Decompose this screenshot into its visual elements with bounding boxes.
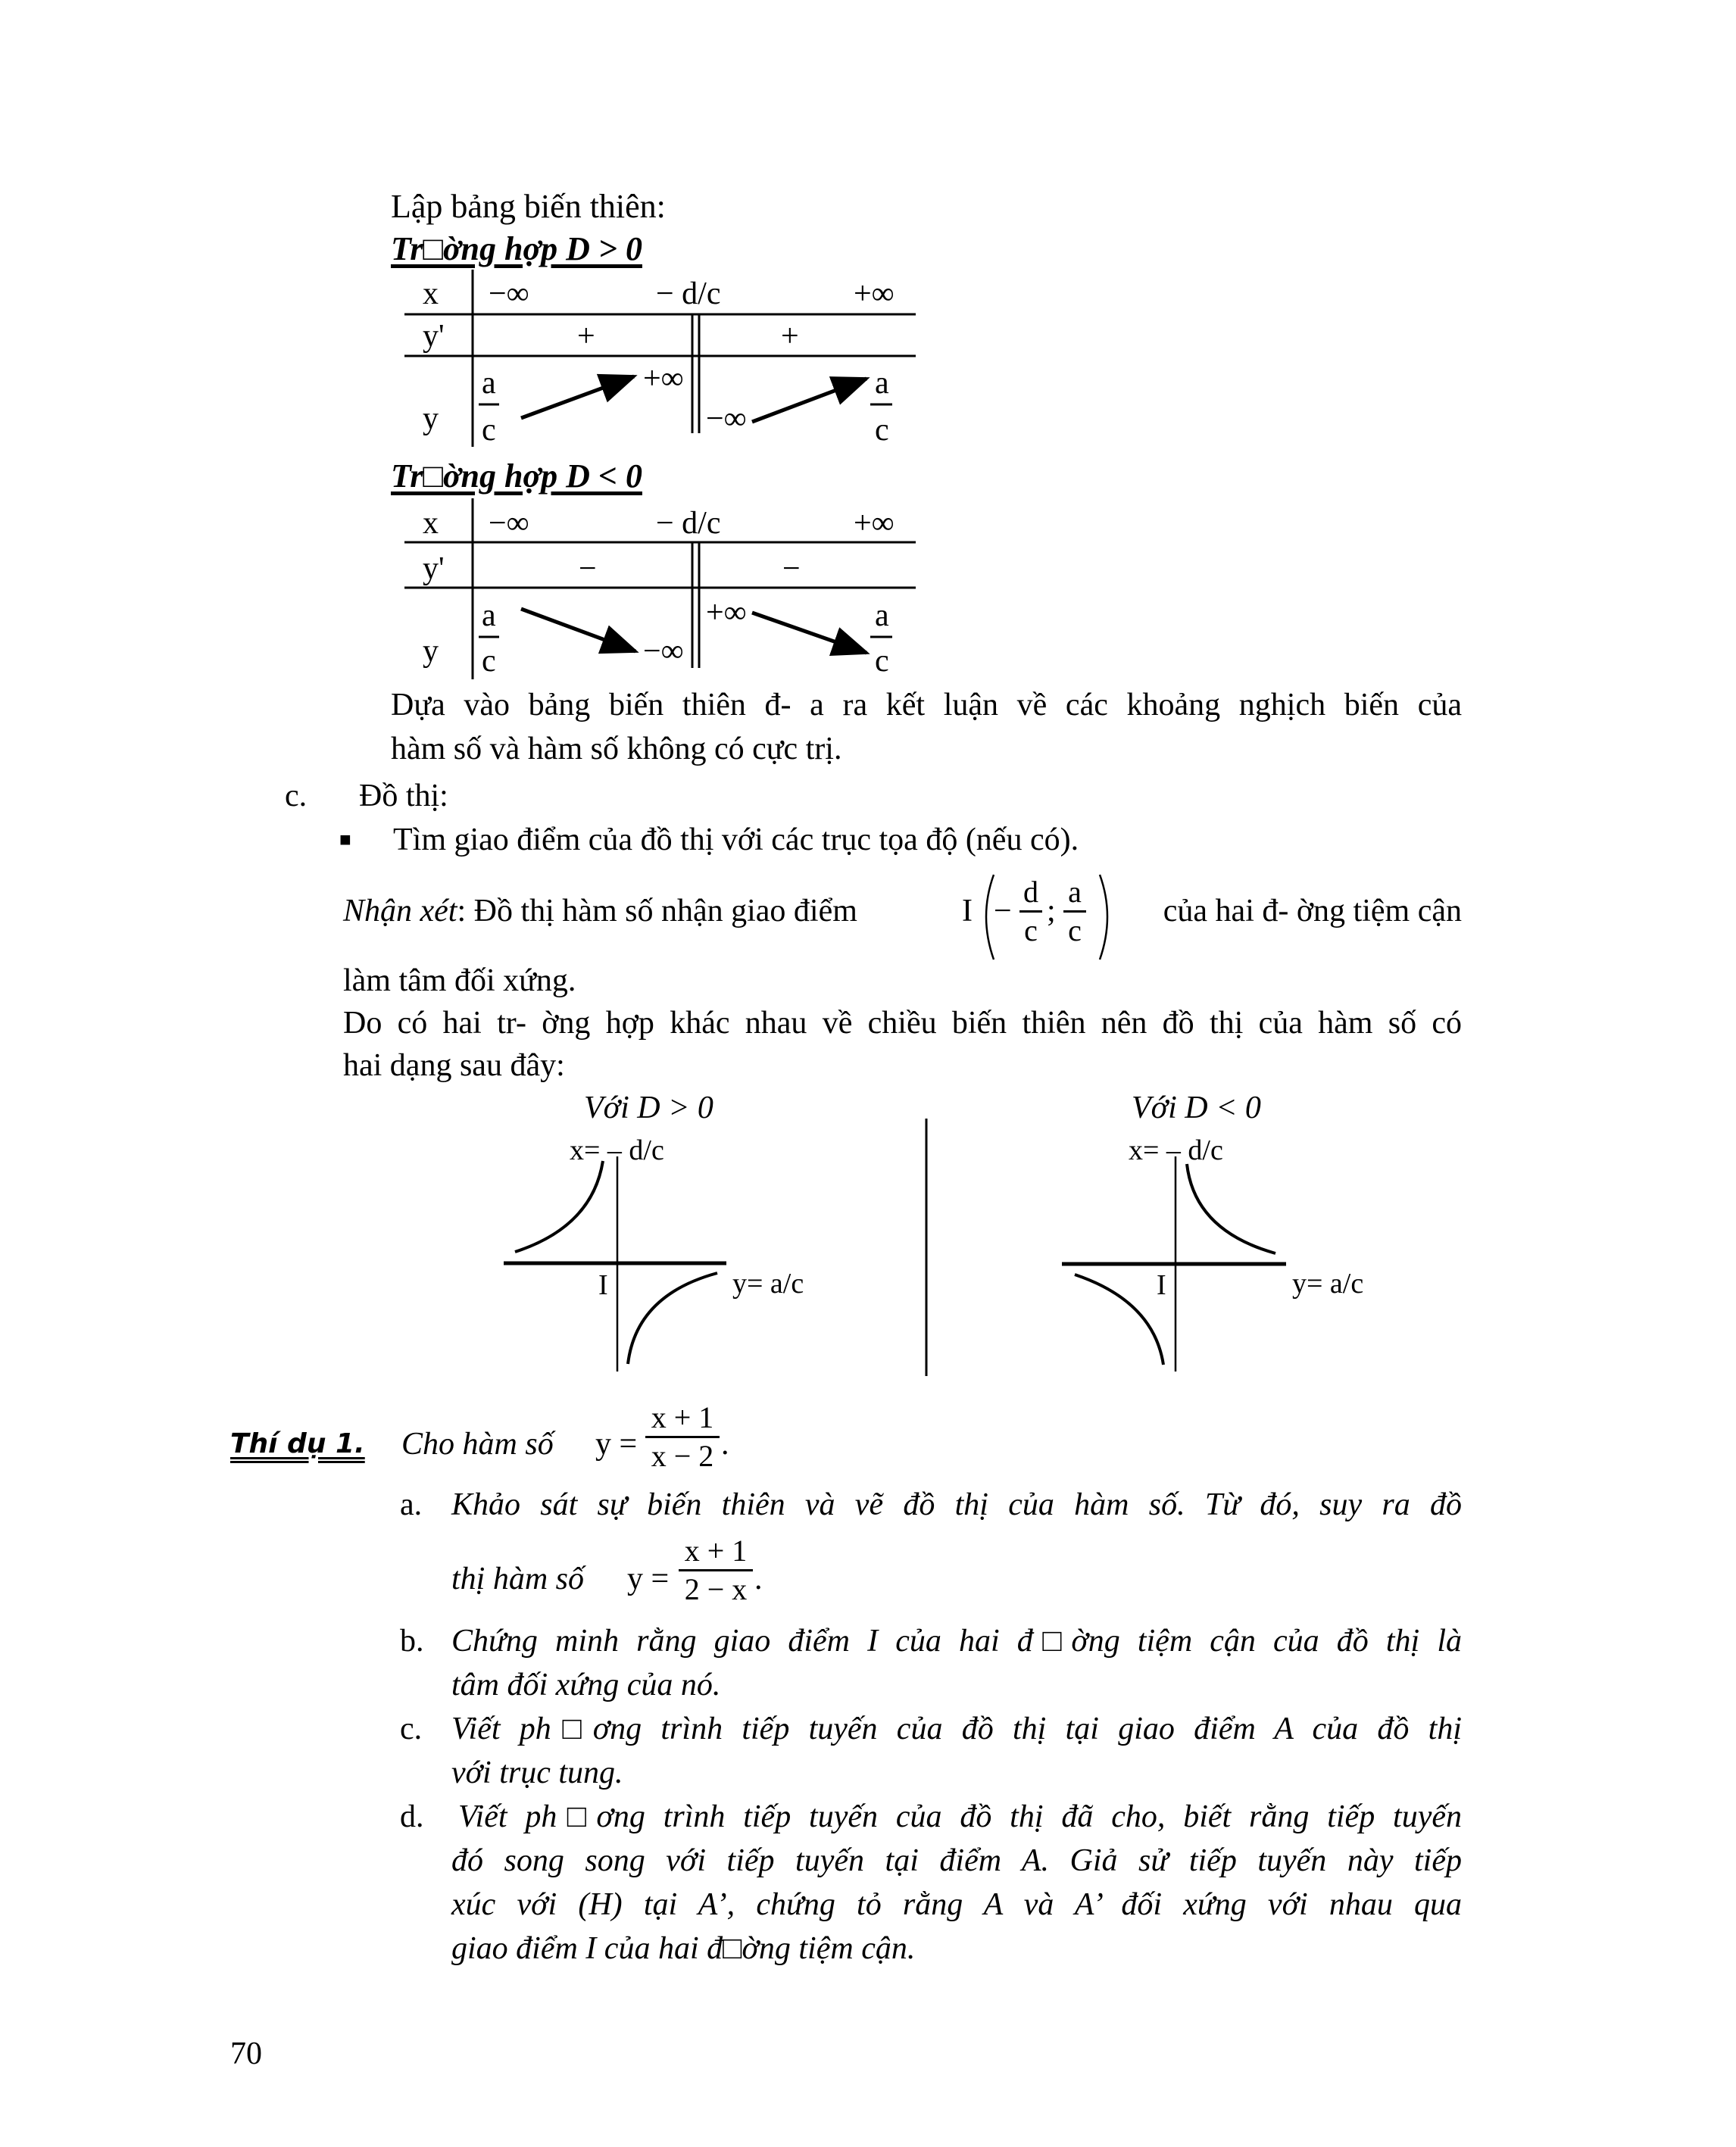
- item-line: Viết ph□ơng trình tiếp tuyến của đồ thị đã cho, biết rằng tiếp tuyến: [458, 1799, 1462, 1834]
- hyperbola-branch: [628, 1273, 717, 1364]
- y-value: +∞: [643, 361, 684, 396]
- numerator: d: [1023, 875, 1038, 909]
- numerator: x + 1: [684, 1534, 748, 1568]
- numerator: a: [1068, 875, 1082, 909]
- hyperbola-branch: [515, 1161, 603, 1252]
- intro-text: Lập bảng biến thiên:: [391, 188, 666, 225]
- item-line: Viết ph□ơng trình tiếp tuyến của đồ thị tại giao điểm A của đồ thị: [451, 1712, 1462, 1746]
- bullet-icon: ■: [339, 829, 351, 850]
- row-label-x: x: [423, 506, 439, 541]
- hyperbola-branch: [1075, 1275, 1163, 1365]
- body-line: hai dạng sau đây:: [343, 1048, 565, 1083]
- page-number: 70: [230, 2036, 262, 2071]
- case-positive-heading: Tr□ờng hợp D > 0: [391, 230, 642, 267]
- equation-lhs: y =: [595, 1427, 638, 1462]
- y-value: c: [482, 413, 496, 448]
- y-value: a: [875, 366, 889, 401]
- increasing-arrow: [521, 376, 634, 418]
- x-value: − d/c: [656, 276, 721, 311]
- horizontal-asymptote-label: y= a/c: [1292, 1268, 1364, 1300]
- decreasing-arrow: [521, 609, 635, 651]
- row-label-y: y: [423, 634, 439, 669]
- x-value: −∞: [489, 276, 529, 311]
- separator: ;: [1047, 894, 1056, 928]
- period: .: [754, 1562, 763, 1596]
- x-value: +∞: [854, 506, 895, 541]
- conclusion-line: hàm số và hàm số không có cực trị.: [391, 732, 842, 766]
- hyperbola-branch: [1187, 1164, 1275, 1253]
- item-line: tâm đối xứng của nó.: [451, 1668, 721, 1702]
- period: .: [721, 1427, 729, 1462]
- body-line: Do có hai tr- ờng hợp khác nhau về chiều biến thiên nên đồ thị của hàm số có: [343, 1006, 1462, 1041]
- minus-sign: −: [994, 894, 1012, 928]
- section-marker: c.: [285, 779, 308, 813]
- remark-text: : Đồ thị hàm số nhận giao điểm: [457, 894, 857, 928]
- item-line: với trục tung.: [451, 1755, 623, 1790]
- example-intro: Cho hàm số: [401, 1427, 554, 1462]
- denominator: c: [1024, 913, 1038, 947]
- x-value: −∞: [489, 506, 529, 541]
- item-marker: a.: [400, 1487, 423, 1522]
- center-label: I: [598, 1269, 608, 1301]
- section-title: Đồ thị:: [359, 779, 448, 813]
- increasing-arrow: [752, 379, 866, 422]
- case-negative-heading: Tr□ờng hợp D < 0: [391, 457, 642, 495]
- derivative-sign: +: [577, 319, 595, 354]
- row-label-y-prime: y': [423, 319, 445, 354]
- y-value: c: [482, 644, 496, 679]
- item-marker: c.: [400, 1712, 423, 1746]
- vertical-asymptote-label: x= – d/c: [1129, 1134, 1223, 1166]
- function-fraction: [679, 1536, 753, 1605]
- remark-text: làm tâm đối xứng.: [343, 963, 576, 998]
- item-line: Chứng minh rằng giao điểm I của hai đ□ờng tiệm cận của đồ thị là: [451, 1624, 1462, 1659]
- function-fraction: [645, 1400, 720, 1473]
- y-value: +∞: [706, 595, 747, 630]
- numerator: x + 1: [651, 1400, 714, 1434]
- center-label: I: [1157, 1269, 1166, 1301]
- graph-positive: [504, 1156, 726, 1372]
- y-value: −∞: [643, 634, 684, 669]
- x-value: +∞: [854, 276, 895, 311]
- item-line: xúc với (H) tại A’, chứng tỏ rằng A và A’ đối xứng với nhau qua: [451, 1887, 1462, 1922]
- row-label-y: y: [423, 401, 439, 436]
- graph-negative: [1062, 1156, 1286, 1372]
- item-line: đó song song với tiếp tuyến tại điểm A. Giả sử tiếp tuyến này tiếp: [451, 1843, 1462, 1878]
- example-label: Thí dụ 1.: [230, 1428, 365, 1459]
- denominator: c: [1068, 913, 1082, 947]
- equation-lhs: y =: [627, 1562, 670, 1596]
- item-line: Khảo sát sự biến thiên và vẽ đồ thị của hàm số. Từ đó, suy ra đồ: [451, 1487, 1462, 1522]
- item-line: thị hàm số: [451, 1562, 585, 1596]
- y-value: a: [482, 366, 496, 401]
- denominator: x − 2: [651, 1439, 714, 1473]
- vertical-asymptote-label: x= – d/c: [570, 1134, 664, 1166]
- derivative-sign: +: [781, 319, 799, 354]
- derivative-sign: −: [579, 551, 597, 586]
- denominator: 2 − x: [684, 1572, 748, 1606]
- decreasing-arrow: [752, 613, 866, 653]
- point-label: I: [962, 894, 973, 928]
- y-value: a: [482, 598, 496, 633]
- fraction-a-over-c: [1063, 877, 1086, 946]
- remark-line: [343, 891, 857, 932]
- item-marker: b.: [400, 1624, 424, 1659]
- graph-title: Với D > 0: [584, 1091, 713, 1125]
- item-marker: d.: [400, 1799, 424, 1834]
- row-label-x: x: [423, 276, 439, 311]
- item-line: giao điểm I của hai đ□ờng tiệm cận.: [451, 1931, 916, 1966]
- y-value: a: [875, 598, 889, 633]
- row-label-y-prime: y': [423, 551, 445, 586]
- bullet-text: Tìm giao điểm của đồ thị với các trục tọa độ (nếu có).: [393, 822, 1079, 857]
- horizontal-asymptote-label: y= a/c: [732, 1268, 804, 1300]
- remark-label: Nhận xét: [343, 894, 457, 928]
- derivative-sign: −: [782, 551, 801, 586]
- conclusion-line: Dựa vào bảng biến thiên đ- a ra kết luận về các khoảng nghịch biến của: [391, 688, 1462, 722]
- y-value: c: [875, 644, 889, 679]
- graph-title: Với D < 0: [1132, 1091, 1261, 1125]
- y-value: c: [875, 413, 889, 448]
- remark-text: của hai đ- ờng tiệm cận: [1163, 894, 1462, 928]
- fraction-d-over-c: [1019, 877, 1042, 946]
- y-value: −∞: [706, 401, 747, 436]
- x-value: − d/c: [656, 506, 721, 541]
